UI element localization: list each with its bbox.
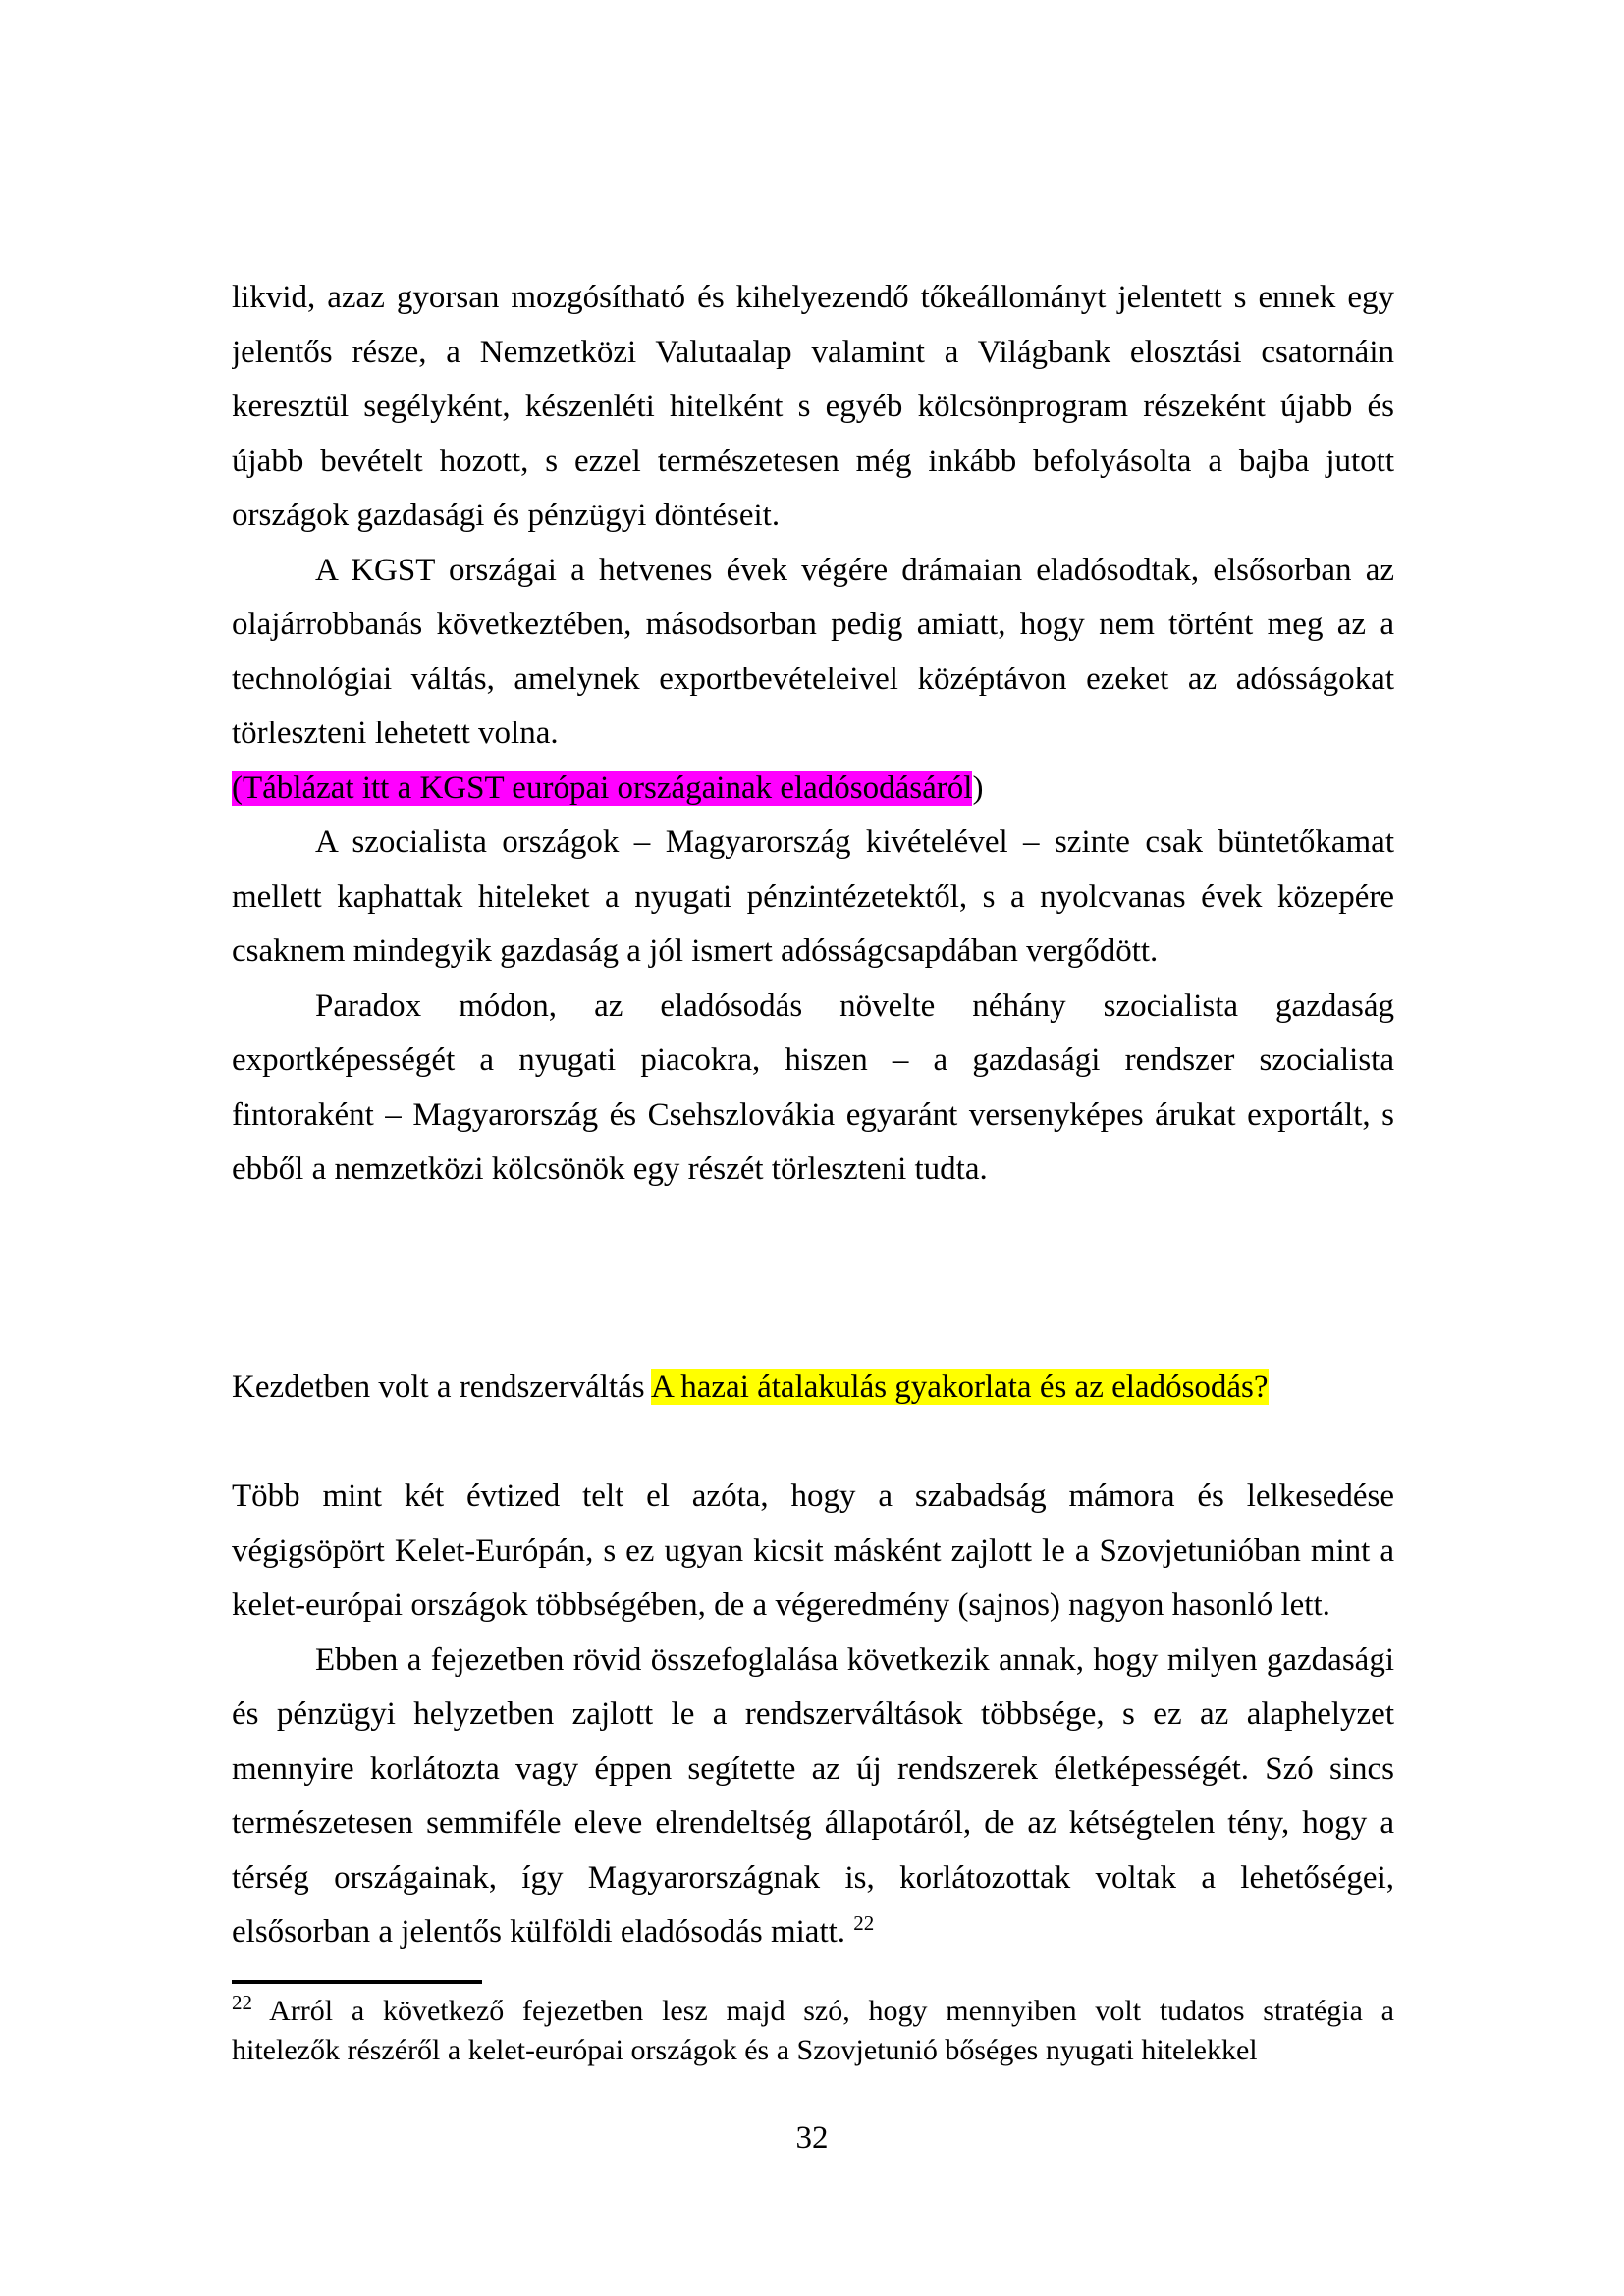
footnote-line xyxy=(232,1992,1394,2031)
text-segment: elsősorban a jelentős külföldi eladósodás miatt. xyxy=(232,1914,854,1949)
text-line: olajárrobbanás következtében, másodsorban pedig amiatt, hogy nem történt meg az a xyxy=(232,607,1394,642)
text-line: csaknem mindegyik gazdaság a jól ismert adósságcsapdában vergődött. xyxy=(232,934,1159,969)
text-line: Ebben a fejezetben rövid összefoglalása következik annak, hogy milyen gazdasági xyxy=(315,1641,1394,1678)
text-line: törleszteni lehetett volna. xyxy=(232,716,559,751)
paragraph xyxy=(232,1633,1394,1960)
vertical-gap xyxy=(232,1198,1394,1362)
text-line: és pénzügyi helyzetben zajlott le a rendszerváltások többsége, s ez az alaphelyzet xyxy=(232,1696,1394,1732)
footnote-marker: 22 xyxy=(232,1991,252,2014)
text-line: A KGST országai a hetvenes évek végére drámaian eladósodtak, elsősorban az xyxy=(315,552,1394,588)
section-heading-line xyxy=(232,1361,1394,1415)
page-number: 32 xyxy=(795,2120,829,2156)
footnote-text: Arról a következő fejezetben lesz majd szó, hogy mennyiben volt tudatos stratégia a xyxy=(252,1994,1394,2027)
text-line: természetesen semmiféle eleve elrendeltség állapotáról, de az kétségtelen tény, hogy a xyxy=(232,1805,1394,1841)
text-line: Paradox módon, az eladósodás növelte néhány szocialista gazdaság xyxy=(315,988,1394,1024)
footnote-line: hitelezők részéről a kelet-európai országok és a Szovjetunió bőséges nyugati hitelekkel xyxy=(232,2033,1258,2066)
text-line: keresztül segélyként, készenléti hitelként s egyéb kölcsönprogram részeként újabb és xyxy=(232,389,1394,424)
footnote-separator xyxy=(232,1980,482,1984)
text-line: likvid, azaz gyorsan mozgósítható és kihelyezendő tőkeállományt jelentett s ennek egy xyxy=(232,280,1394,315)
text-block xyxy=(232,271,1394,2070)
magenta-highlighted-text: (Táblázat itt a KGST európai országainak eladósodásáról xyxy=(232,770,973,806)
text-line: térség országainak, így Magyarországnak is, korlátozottak voltak a lehetőségei, xyxy=(232,1859,1394,1896)
text-line: Több mint két évtized telt el azóta, hogy a szabadság mámora és lelkesedése xyxy=(232,1478,1394,1514)
heading-plain-text: Kezdetben volt a rendszerváltás xyxy=(232,1369,651,1405)
text-line: A szocialista országok – Magyarország kivételével – szinte csak büntetőkamat xyxy=(315,825,1394,860)
text-line: ebből a nemzetközi kölcsönök egy részét törleszteni tudta. xyxy=(232,1151,988,1187)
text-line: jelentős része, a Nemzetközi Valutaalap valamint a Világbank elosztási csatornáin xyxy=(232,334,1394,370)
paragraph xyxy=(232,271,1394,544)
paragraph xyxy=(232,816,1394,980)
paragraph xyxy=(232,1469,1394,1633)
text-line: országok gazdasági és pénzügyi döntéseit. xyxy=(232,498,781,533)
text-line: mellett kaphattak hiteleket a nyugati pénzintézetektől, s a nyolcvanas évek közepére xyxy=(232,879,1394,915)
paragraph xyxy=(232,980,1394,1198)
note-closing-paren: ) xyxy=(972,770,984,806)
table-placeholder-note xyxy=(232,762,1394,817)
paragraph xyxy=(232,544,1394,762)
text-line: exportképességét a nyugati piacokra, hiszen – a gazdasági rendszer szocialista xyxy=(232,1042,1394,1078)
text-line: kelet-európai országok többségében, de a végeredmény (sajnos) nagyon hasonló lett. xyxy=(232,1587,1330,1623)
text-line: fintoraként – Magyarország és Csehszlovákia egyaránt versenyképes árukat exportált, s xyxy=(232,1096,1394,1133)
footnote-reference: 22 xyxy=(853,1911,875,1935)
text-line: újabb bevételt hozott, s ezzel természetesen még inkább befolyásolta a bajba jutott xyxy=(232,443,1394,479)
vertical-gap xyxy=(232,1415,1394,1470)
text-line: végigsöpört Kelet-Európán, s ez ugyan kicsit másként zajlott le a Szovjetunióban mint a xyxy=(232,1532,1394,1569)
text-line: mennyire korlátozta vagy éppen segítette az új rendszerek életképességét. Szó sincs xyxy=(232,1750,1394,1787)
text-line: technológiai váltás, amelynek exportbevételeivel középtávon ezeket az adósságokat xyxy=(232,661,1394,697)
yellow-highlighted-heading: A hazai átalakulás gyakorlata és az eladósodás? xyxy=(651,1369,1269,1405)
text-line xyxy=(232,1905,1394,1960)
footnote xyxy=(232,1992,1394,2070)
